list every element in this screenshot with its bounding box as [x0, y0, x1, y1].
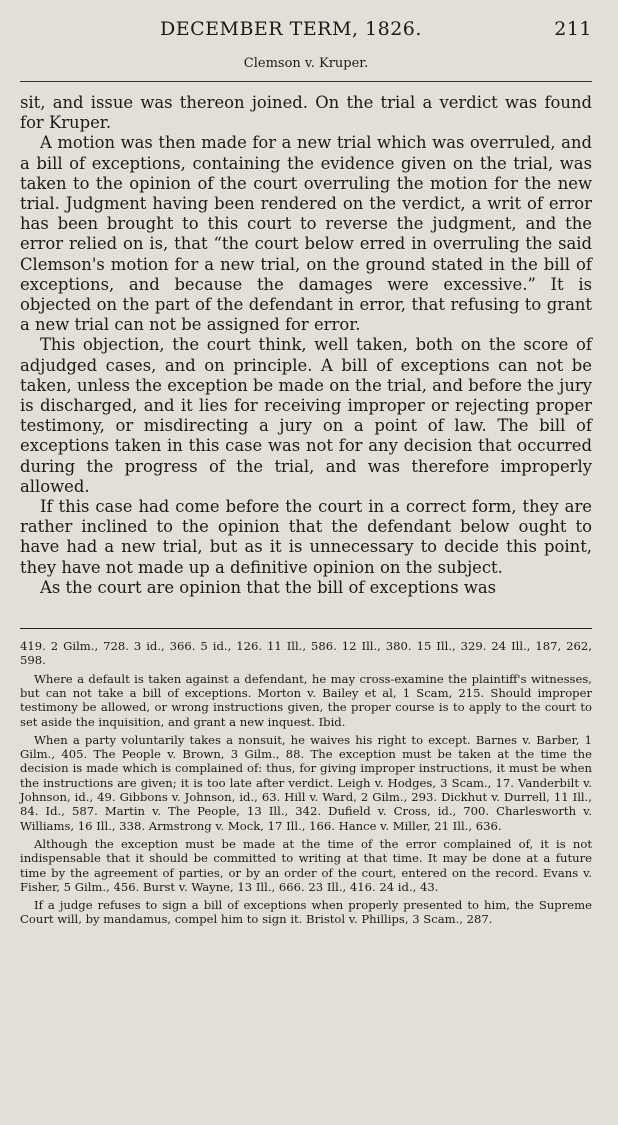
footnote: 419. 2 Gilm., 728. 3 id., 366. 5 id., 126. 11 Ill., 586. 12 Ill., 380. 15 Ill., 329. 24 Ill., 187, 262, 598. [20, 639, 592, 668]
opinion-text [20, 93, 592, 598]
paragraph: sit, and issue was thereon joined. On the trial a verdict was found for Kruper. [20, 93, 592, 133]
running-head-title: DECEMBER TERM, 1826. [160, 18, 422, 40]
paragraph: As the court are opinion that the bill of exceptions was [40, 577, 497, 597]
footnote: If a judge refuses to sign a bill of exceptions when properly presented to him, the Supreme Court will, by mandamus, compel him to sign it. Bristol v. Phillips, 3 Scam., 287. [20, 898, 592, 927]
footnote-divider [20, 628, 592, 629]
running-head [20, 18, 592, 40]
page-number: 211 [554, 18, 592, 40]
paragraph: If this case had come before the court in a correct form, they are rather inclined to the opinion that the defendant below ought to have had a new trial, but as it is unnecessary to decide this point, they have not made up a definitive opinion on the subject. [20, 497, 592, 577]
footnote: Where a default is taken against a defendant, he may cross-examine the plaintiff's witnesses, but can not take a bill of exceptions. Morton v. Bailey et al, 1 Scam, 215. Should improper testimony be allowed, or wrong instructions given, the proper course is to apply to the court to set aside the inquisition, and grant a new inquest. Ibid. [20, 671, 592, 729]
footnote: When a party voluntarily takes a nonsuit, he waives his right to except. Barnes v. Barber, 1 Gilm., 405. The People v. Brown, 3 Gilm., 88. The exception must be taken at the time the decision is made which is complained of: thus, for giving improper instructions, it must be when the instructions are given; it is too late after verdict. Leigh v. Hodges, 3 Scam., 17. Vanderbilt v. Johnson, id., 49. Gibbons v. Johnson, id., 63. Hill v. Ward, 2 Gilm., 293. Dickhut v. Durrell, 11 Ill., 84. Id., 587. Martin v. The People, 13 Ill., 342. Dufield v. Cross, id., 700. Charlesworth v. Williams, 16 Ill., 338. Armstrong v. Mock, 17 Ill., 166. Hance v. Miller, 21 Ill., 636. [20, 732, 592, 833]
paragraph: A motion was then made for a new trial which was overruled, and a bill of exceptions, containing the evidence given on the trial, was taken to the opinion of the court overruling the motion for the new trial. Judgment having been rendered on the verdict, a writ of error has been brought to this court to reverse the judgment, and the error relied on is, that “the court below erred in overruling the said Clemson's motion for a new trial, on the ground stated in the bill of exceptions, and because the damages were excessive.” It is objected on the part of the defendant in error, that refusing to grant a new trial can not be assigned for error. [20, 133, 592, 335]
footnote: Although the exception must be made at the time of the error complained of, it is not indispensable that it should be committed to writing at that time. It may be done at a future time by the agreement of parties, or by an order of the court, entered on the record. Evans v. Fisher, 5 Gilm., 456. Burst v. Wayne, 13 Ill., 666. 23 Ill., 416. 24 id., 43. [20, 836, 592, 894]
case-name: Clemson v. Kruper. [20, 56, 592, 82]
paragraph: This objection, the court think, well taken, both on the score of adjudged cases, and on principle. A bill of exceptions can not be taken, unless the exception be made on the trial, and before the jury is discharged, and it lies for receiving improper or rejecting proper testimony, or misdirecting a jury on a point of law. The bill of exceptions taken in this case was not for any decision that occurred during the progress of the trial, and was therefore improperly allowed. [20, 335, 592, 496]
footnotes [20, 639, 592, 927]
